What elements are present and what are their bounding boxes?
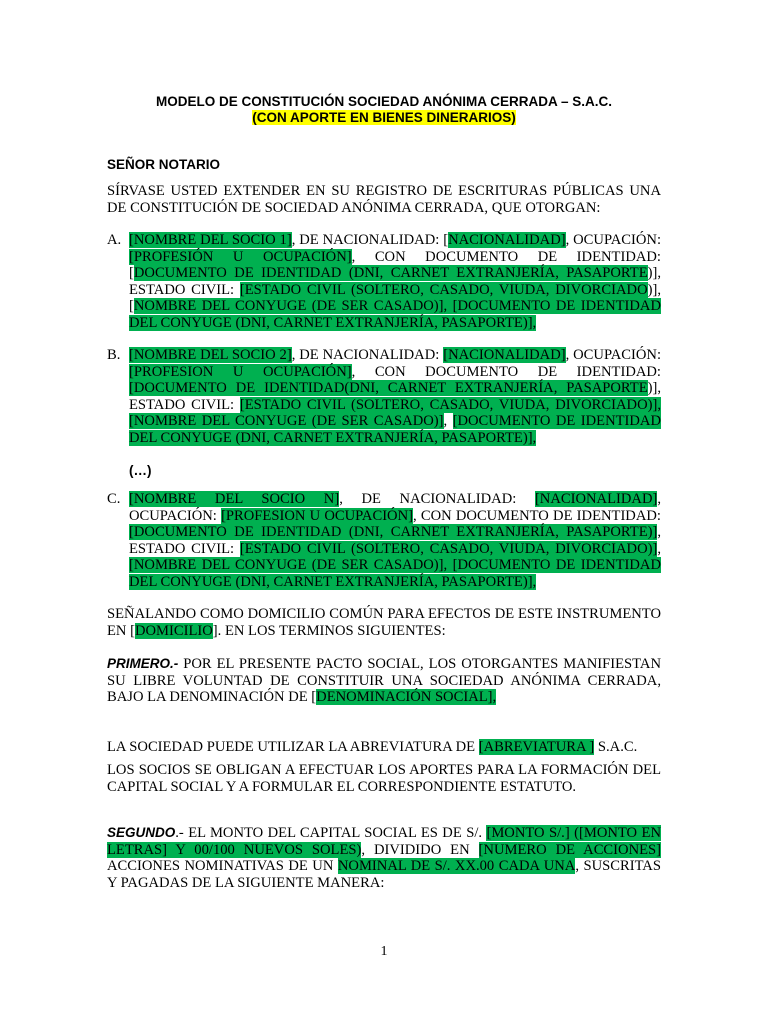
page-number: 1 [380,944,388,959]
partner-c-paragraph [107,491,661,591]
partner-c-occupation: [PROFESION U OCUPACIÓN] [221,507,413,524]
text-run: )], [ [129,281,662,315]
partner-b-occupation: [PROFESION U OCUPACIÓN] [129,363,352,380]
partner-b-paragraph [107,347,661,447]
clause-segundo-label: SEGUNDO [107,825,176,840]
company-name-value: DENOMINACIÓN SOCIAL], [316,689,497,706]
contributions-paragraph: LOS SOCIOS SE OBLIGAN A EFECTUAR LOS APORTES PARA LA FORMACIÓN DEL CAPITAL SOCIAL Y A FORMULAR EL CORRESPONDIENTE ESTATUTO. [107,762,661,795]
text-run: ]. EN LOS TERMINOS SIGUIENTES: [212,622,446,639]
text-run: ACCIONES NOMINATIVAS DE UN [107,858,338,875]
text-run: , ESTADO CIVIL: [129,524,661,557]
partner-a-id-document: DOCUMENTO DE IDENTIDAD (DNI, CARNET EXTRANJERÍA, PASAPORTE [133,265,648,282]
document-title: MODELO DE CONSTITUCIÓN SOCIEDAD ANÓNIMA CERRADA – S.A.C. [155,94,612,109]
text-run: , DIVIDIDO EN [361,841,479,858]
partner-c-civil-status: [ESTADO CIVIL (SOLTERO, CASADO, VIUDA, DIVORCIADO)] [239,540,658,557]
text-run: , CON DOCUMENTO DE IDENTIDAD: [413,507,661,524]
partner-b-civil-status: [ESTADO CIVIL (SOLTERO, CASADO, VIUDA, DIVORCIADO)],[NOMBRE DEL CONYUGE (DE SER CASADO)] [129,396,661,430]
text-run: , OCUPACIÓN: [565,347,661,363]
partner-a-nationality: NACIONALIDAD] [448,232,566,248]
domicile-paragraph [107,606,661,639]
partner-c-spouse: [NOMBRE DEL CONYUGE (DE SER CASADO)], [DOCUMENTO DE IDENTIDAD DEL CONYUGE (DNI, CARNET EXTRANJERÍA, PASAPORTE)], [129,557,661,590]
partner-b-nationality: [NACIONALIDAD] [443,347,566,363]
text-run: , OCUPACIÓN: [129,491,661,524]
text-run: )], ESTADO CIVIL: [129,380,661,413]
text-run: , DE NACIONALIDAD: [ [291,232,449,248]
text-run: )], ESTADO CIVIL: [129,265,661,298]
text-run: SEÑALANDO COMO DOMICILIO COMÚN PARA EFECTOS DE ESTE INSTRUMENTO EN [ [107,606,661,639]
intro-paragraph: SÍRVASE USTED EXTENDER EN SU REGISTRO DE ESCRITURAS PÚBLICAS UNA DE CONSTITUCIÓN DE SOCIEDAD ANÓNIMA CERRADA, QUE OTORGAN: [107,183,661,216]
text-run: , DE NACIONALIDAD: [291,347,444,363]
partner-c-label: C. [107,491,121,507]
text-run: , SUSCRITAS Y PAGADAS DE LA SIGUIENTE MANERA: [107,858,661,891]
nominal-value: NOMINAL DE S/. XX.00 CADA UNA [337,858,576,875]
document-subtitle [0,110,768,125]
domicile-value: DOMICILIO [134,622,213,639]
clause-primero [107,656,661,706]
text-run: , [443,413,453,430]
clause-primero-label: PRIMERO.- [107,656,179,671]
partner-a-paragraph [107,232,661,332]
partner-a-civil-status: [ESTADO CIVIL (SOLTERO, CASADO, VIUDA, DIVORCIADO [239,281,648,298]
partner-c-id-document: [DOCUMENTO DE IDENTIDAD (DNI, CARNET EXTRANJERÍA, PASAPORTE)] [129,524,658,541]
partner-a-label: A. [107,232,122,248]
text-run: , [657,540,662,557]
abbreviation-value: [ABREVIATURA ] [478,739,595,755]
text-run: , CON DOCUMENTO DE IDENTIDAD: [ [129,248,661,282]
partner-b-spouse: [DOCUMENTO DE IDENTIDAD DEL CONYUGE (DNI, CARNET EXTRANJERÍA, PASAPORTE)], [129,413,662,446]
text-run: , CON DOCUMENTO DE IDENTIDAD: [351,363,661,380]
salutation: SEÑOR NOTARIO [107,157,221,172]
clause-segundo [107,825,661,891]
share-count: [NUMERO DE ACCIONES] [478,841,661,858]
partner-a-occupation: [PROFESIÓN U OCUPACIÓN] [129,248,352,265]
text-run: , OCUPACIÓN: [565,232,661,248]
subtitle-highlight: (CON APORTE EN BIENES DINERARIOS) [252,110,516,125]
partner-c-name: [NOMBRE DEL SOCIO N] [129,491,340,507]
text-run: , DE NACIONALIDAD: [339,491,535,507]
text-run: S.A.C. [594,739,638,755]
partner-c-nationality: [NACIONALIDAD] [534,491,658,507]
text-run: .- EL MONTO DEL CAPITAL SOCIAL ES DE S/. [175,825,487,841]
partner-b-label: B. [107,347,121,363]
partner-a-spouse: NOMBRE DEL CONYUGE (DE SER CASADO)], [DOCUMENTO DE IDENTIDAD DEL CONYUGE (DNI, CARNET EXTRANJERÍA, PASAPORTE)], [129,298,661,331]
abbreviation-paragraph [107,739,661,756]
partner-a-name: [NOMBRE DEL SOCIO 1] [129,232,292,248]
ellipsis: (…) [129,463,152,478]
capital-amount: [MONTO S/.] ([MONTO EN LETRAS] Y 00/100 NUEVOS SOLES) [107,825,661,858]
partner-b-name: [NOMBRE DEL SOCIO 2] [129,347,292,363]
text-run: LA SOCIEDAD PUEDE UTILIZAR LA ABREVIATURA DE [107,739,479,755]
partner-b-id-document: [DOCUMENTO DE IDENTIDAD(DNI, CARNET EXTRANJERÍA, PASAPORTE [129,380,648,397]
text-run: POR EL PRESENTE PACTO SOCIAL, LOS OTORGANTES MANIFIESTAN SU LIBRE VOLUNTAD DE CONSTITUIR UNA SOCIEDAD ANÓNIMA CERRADA, BAJO LA DENOMINACIÓN DE [ [107,656,661,706]
